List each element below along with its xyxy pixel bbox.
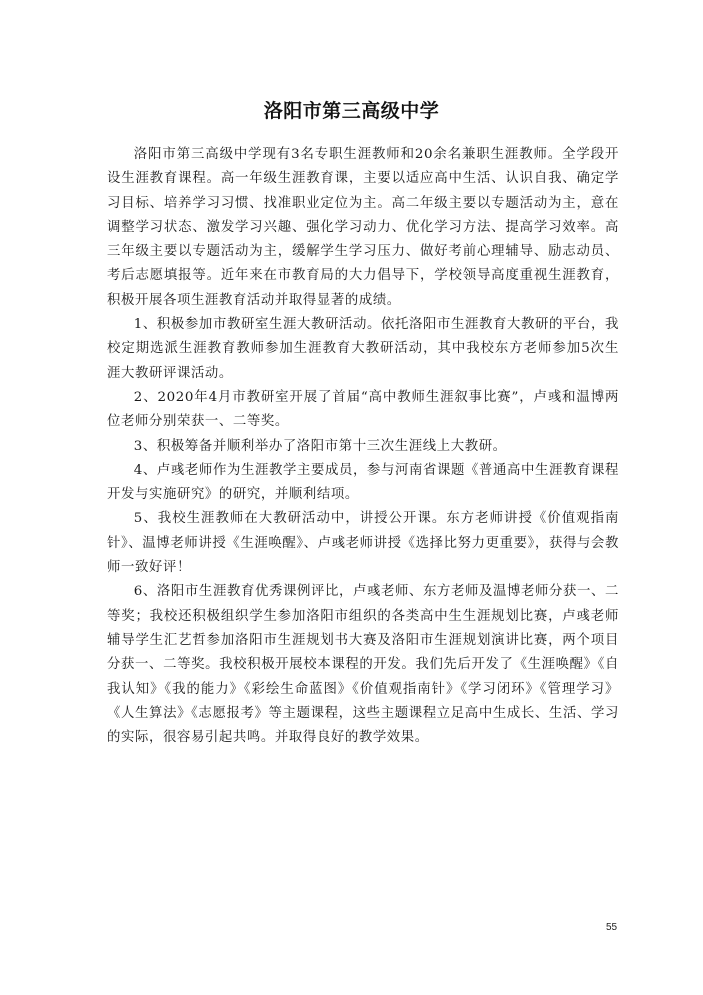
item-5-paragraph: 5、我校生涯教师在大教研活动中，讲授公开课。东方老师讲授《价值观指南针》、温博老师讲授《生涯唤醒》、卢彧老师讲授《选择比努力更重要》，获得与会教师一致好评！ [107,511,619,576]
intro-paragraph: 洛阳市第三高级中学现有3名专职生涯教师和20余名兼职生涯教师。全学段开设生涯教育课程。高一年级生涯教育课，主要以适应高中生活、认识自我、确定学习目标、培养学习习惯、找准职业定位为主。高二年级主要以专题活动为主，意在调整学习状态、激发学习兴趣、强化学习动力、优化学习方法、提高学习效率。高三年级主要以专题活动为主，缓解学生学习压力、做好考前心理辅导、励志动员、考后志愿填报等。近年来在市教育局的大力倡导下，学校领导高度重视生涯教育，积极开展各项生涯教育活动并取得显著的成绩。 [107,147,619,308]
item-2-paragraph: 2、2020年4月市教研室开展了首届“高中教师生涯叙事比赛”，卢彧和温博两位老师分别荣获一、二等奖。 [107,389,619,430]
item-1-paragraph: 1、积极参加市教研室生涯大教研活动。依托洛阳市生涯教育大教研的平台，我校定期选派生涯教育教师参加生涯教育大教研活动，其中我校东方老师参加5次生涯大教研评课活动。 [107,317,619,381]
item-3-paragraph: 3、积极筹备并顺利举办了洛阳市第十三次生涯线上大教研。 [133,438,507,454]
page-number: 55 [606,922,618,933]
document-body [107,143,619,750]
item-4-paragraph: 4、卢彧老师作为生涯教学主要成员，参与河南省课题《普通高中生涯教育课程开发与实施研究》的研究，并顺利结项。 [107,462,619,503]
item-6-paragraph: 6、洛阳市生涯教育优秀课例评比，卢彧老师、东方老师及温博老师分获一、二等奖；我校还积极组织学生参加洛阳市组织的各类高中生生涯规划比赛，卢彧老师辅导学生汇艺哲参加洛阳市生涯规划书大赛及洛阳市生涯规划演讲比赛，两个项目分获一、二等奖。我校积极开展校本课程的开发。我们先后开发了《生涯唤醒》《自我认知》《我的能力》《彩绘生命蓝图》《价值观指南针》《学习闭环》《管理学习》《人生算法》《志愿报考》等主题课程，这些主题课程立足高中生成长、生活、学习的实际，很容易引起共鸣。并取得良好的教学效果。 [107,584,619,746]
page-title: 洛阳市第三高级中学 [263,100,440,122]
